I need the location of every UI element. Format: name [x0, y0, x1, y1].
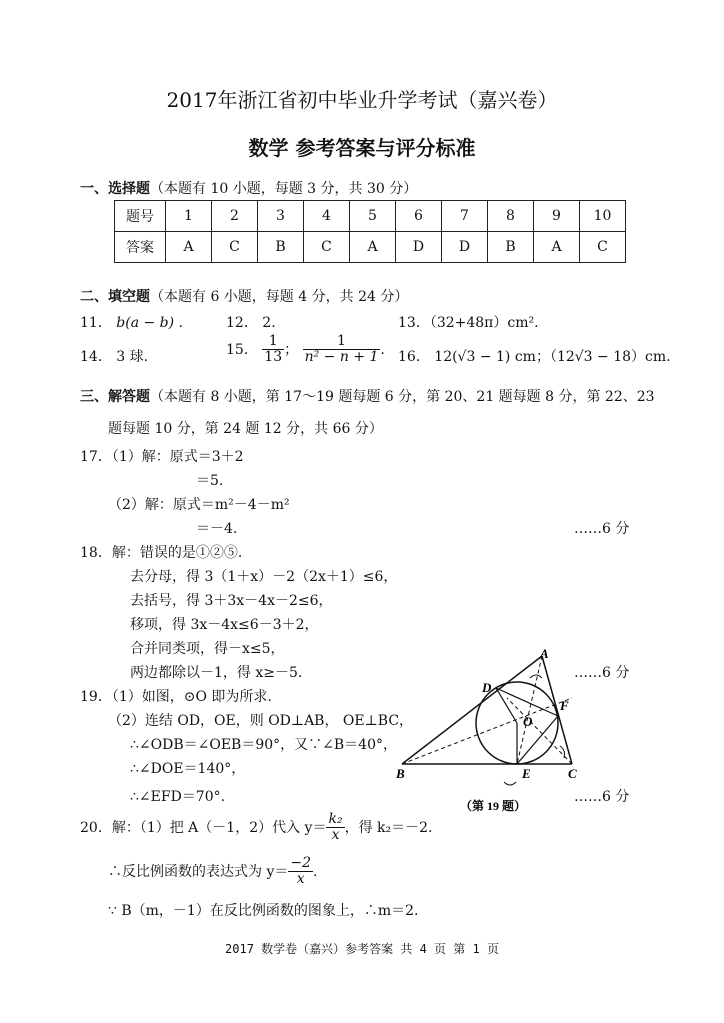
label-b: B	[396, 766, 405, 781]
table-cell: C	[212, 232, 258, 263]
q16-answer: 12(√3 − 1) cm；（12√3 − 18）cm.	[434, 349, 671, 365]
q19-line5: ∴∠EFD＝70°.	[130, 789, 226, 805]
q19-line4: ∴∠DOE＝140°，	[130, 761, 246, 777]
section3-note-line2: 题每题 10 分，第 24 题 12 分，共 66 分）	[108, 421, 383, 437]
table-cell: 1	[166, 201, 212, 232]
page-subtitle: 数学 参考答案与评分标准	[248, 136, 476, 160]
q19-line2: （2）连结 OD，OE，则 OD⊥AB， OE⊥BC，	[108, 713, 414, 729]
fraction-denominator: 13	[264, 349, 283, 366]
q19-line3: ∴∠ODB＝∠OEB＝90°，又∵∠B＝40°，	[130, 737, 397, 753]
q15-number: 15．	[226, 341, 258, 358]
q11	[80, 312, 183, 332]
table-cell: D	[442, 232, 488, 263]
table-cell: C	[304, 232, 350, 263]
q13-answer: （32+48π）cm².	[429, 315, 539, 331]
section1-heading-line	[80, 178, 417, 198]
q11-answer: b(a − b) .	[116, 315, 184, 331]
q19-line1: 19．（1）如图，⊙O 即为所求.	[80, 689, 272, 705]
q18-line3: 去括号，得 3＋3x－4x－2≤6，	[130, 593, 333, 609]
q17-line1: 17．（1）解：原式＝3＋2	[80, 449, 244, 465]
construction-lines	[402, 656, 572, 785]
fraction-numerator: −2	[290, 855, 311, 871]
q19-figure	[392, 646, 592, 816]
table-row-label: 答案	[115, 232, 166, 263]
table-cell: 7	[442, 201, 488, 232]
section3-heading-line	[80, 386, 655, 406]
q12	[226, 312, 276, 332]
q14	[80, 346, 148, 366]
q20-line2-post: .	[313, 863, 318, 880]
table-cell: B	[488, 232, 534, 263]
q12-answer: 2.	[262, 315, 276, 331]
label-a: A	[540, 646, 549, 661]
table-cell: A	[534, 232, 580, 263]
section3-heading: 三、解答题	[80, 389, 150, 405]
q14-number: 14．	[80, 349, 112, 365]
section3-note-line1: （本题有 8 小题，第 17～19 题每题 6 分，第 20、21 题每题 8 分，第 22、23	[150, 389, 655, 405]
label-o: O	[523, 714, 533, 729]
q18-line6: 两边都除以－1，得 x≥－5.	[130, 665, 303, 681]
q17-score: ……6 分	[574, 521, 630, 537]
q20-line3: ∵ B（m，－1）在反比例函数的图象上，∴m＝2.	[108, 903, 419, 919]
q19-score: ……6 分	[574, 789, 630, 805]
q18-line5: 合并同类项，得－x≤5，	[130, 641, 285, 657]
table-cell: B	[258, 232, 304, 263]
q15	[226, 334, 385, 366]
table-cell: 6	[396, 201, 442, 232]
fraction-numerator: 1	[303, 334, 381, 350]
q13-number: 13．	[398, 315, 430, 331]
q20-line1	[80, 812, 432, 844]
q18-score: ……6 分	[574, 665, 630, 681]
label-c: C	[568, 766, 577, 781]
triangle-abc	[402, 656, 572, 764]
q18-line4: 移项，得 3x－4x≤6－3＋2，	[130, 617, 319, 633]
q20-line2	[108, 856, 317, 888]
table-cell: D	[396, 232, 442, 263]
section2-note: （本题有 6 小题，每题 4 分，共 24 分）	[150, 289, 409, 305]
section2-heading-line	[80, 286, 408, 306]
page-title: 2017年浙江省初中毕业升学考试（嘉兴卷）	[166, 88, 558, 112]
table-row-label: 题号	[115, 201, 166, 232]
q16	[398, 346, 671, 366]
q11-number: 11．	[80, 315, 112, 331]
fraction-denominator: n² − n + 1	[304, 349, 379, 366]
q15-fraction-2	[303, 334, 381, 366]
page-footer: 2017 数学卷（嘉兴）参考答案 共 4 页 第 1 页	[225, 942, 499, 956]
q20-fraction-2	[288, 856, 313, 888]
q15-end: .	[380, 341, 385, 358]
q18-line2: 去分母，得 3（1＋x）－2（2x＋1）≤6，	[130, 569, 398, 585]
table-cell: 9	[534, 201, 580, 232]
q15-separator: ；	[284, 341, 299, 358]
table-row-answers	[115, 232, 626, 263]
table-cell: 4	[304, 201, 350, 232]
fraction-denominator: x	[296, 871, 305, 888]
table-row-numbers	[115, 201, 626, 232]
q20-line2-pre: ∴反比例函数的表达式为 y＝	[108, 863, 289, 880]
table-cell: A	[166, 232, 212, 263]
q14-answer: 3 球.	[116, 349, 149, 365]
q17-line2: ＝5.	[196, 473, 224, 489]
table-cell: A	[350, 232, 396, 263]
table-cell: 8	[488, 201, 534, 232]
q16-number: 16．	[398, 349, 430, 365]
figure-caption: （第 19 题）	[460, 799, 527, 813]
table-cell: 3	[258, 201, 304, 232]
table-cell: 5	[350, 201, 396, 232]
table-cell: C	[580, 232, 626, 263]
fraction-numerator: k₂	[328, 811, 343, 827]
q20-fraction-1	[326, 812, 344, 844]
label-f: F	[560, 698, 569, 713]
q20-line1-post: ，得 k₂＝－2.	[344, 819, 433, 836]
section1-heading: 一、选择题	[80, 181, 150, 197]
label-d: D	[482, 680, 492, 695]
table-cell: 2	[212, 201, 258, 232]
fraction-denominator: x	[331, 827, 340, 844]
q20-line1-pre: 20．解：（1）把 A（－1，2）代入 y＝	[80, 819, 327, 836]
q17-line4: ＝－4.	[196, 521, 238, 537]
q17-line3: （2）解：原式＝m²－4－m²	[108, 497, 290, 513]
fraction-numerator: 1	[262, 334, 284, 350]
q13	[398, 312, 539, 332]
table-cell: 10	[580, 201, 626, 232]
section1-note: （本题有 10 小题，每题 3 分，共 30 分）	[150, 181, 418, 197]
answer-table	[114, 200, 626, 263]
q18-line1: 18．解：错误的是①②⑤.	[80, 545, 243, 561]
q15-fraction-1	[262, 334, 284, 366]
section2-heading: 二、填空题	[80, 289, 150, 305]
label-e: E	[522, 766, 531, 781]
q12-number: 12．	[226, 315, 258, 331]
